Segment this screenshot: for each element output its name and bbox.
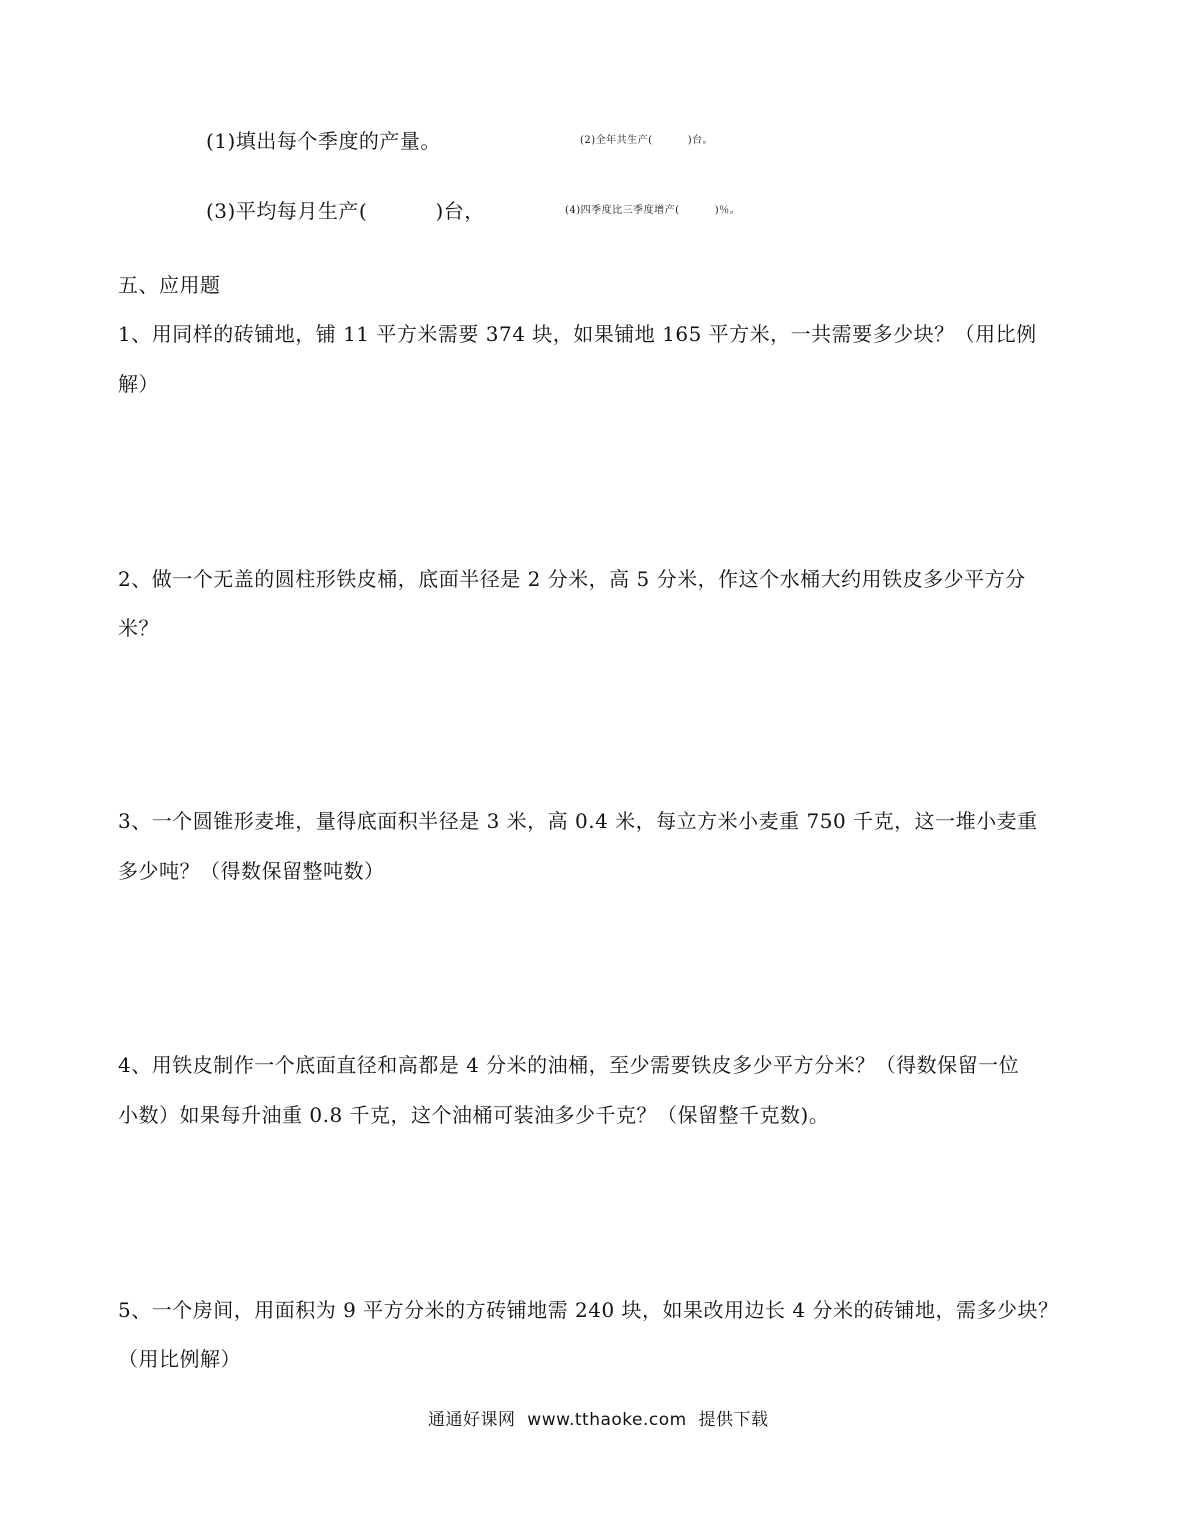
fill-in-item-1: (1)填出每个季度的产量。 — [206, 129, 441, 153]
problem-5-line-1: 5、一个房间，用面积为 9 平方分米的方砖铺地需 240 块，如果改用边长 4 分米的砖铺地，需多少块？ — [118, 1298, 1059, 1322]
problem-5-line-2: （用比例解） — [118, 1347, 241, 1371]
fill-in-item-2: (2)全年共生产( )台。 — [580, 135, 714, 146]
problem-4-line-2: 小数）如果每升油重 0.8 千克，这个油桶可装油多少千克？（保留整千克数)。 — [118, 1103, 830, 1127]
fill-in-item-4: (4)四季度比三季度增产( )％。 — [565, 205, 741, 216]
section-heading: 五、应用题 — [118, 273, 221, 297]
problem-1-line-1: 1、用同样的砖铺地，铺 11 平方米需要 374 块，如果铺地 165 平方米，一共需要多少块？（用比例 — [118, 322, 1037, 346]
problem-1-line-2: 解） — [118, 372, 159, 396]
problem-2-line-1: 2、做一个无盖的圆柱形铁皮桶，底面半径是 2 分米，高 5 分米，作这个水桶大约用铁皮多少平方分 — [118, 567, 1026, 591]
page-footer: 通通好课网 www.tthaoke.com 提供下载 — [428, 1410, 769, 1430]
problem-3-line-1: 3、一个圆锥形麦堆，量得底面积半径是 3 米，高 0.4 米，每立方米小麦重 750 千克，这一堆小麦重 — [118, 809, 1038, 833]
problem-4-line-1: 4、用铁皮制作一个底面直径和高都是 4 分米的油桶，至少需要铁皮多少平方分米？（得数保留一位 — [118, 1053, 1020, 1077]
problem-3-line-2: 多少吨？（得数保留整吨数） — [118, 859, 385, 883]
fill-in-item-3: (3)平均每月生产( )台， — [206, 199, 485, 223]
problem-2-line-2: 米？ — [118, 616, 159, 640]
